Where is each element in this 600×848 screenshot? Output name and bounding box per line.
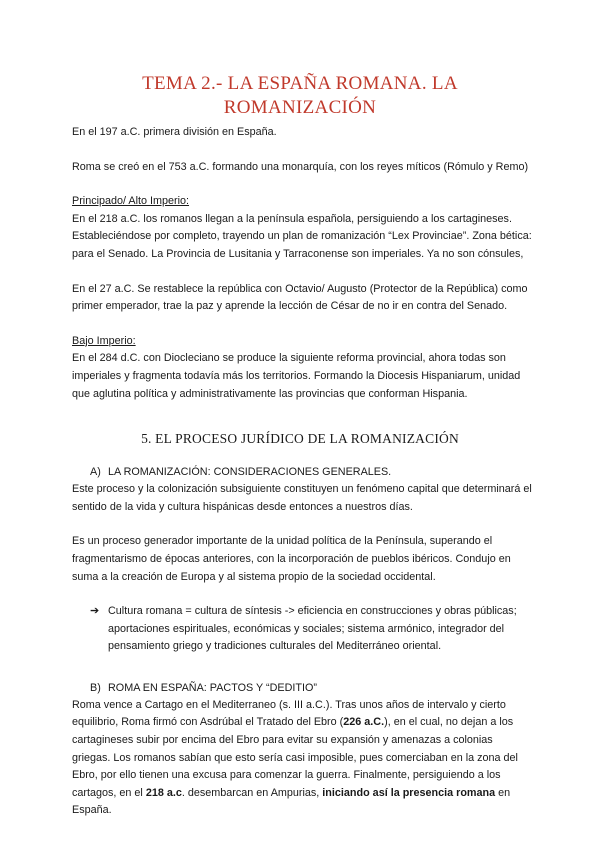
subheading-a-number: A) <box>90 466 101 479</box>
subheading-a-text: LA ROMANIZACIÓN: CONSIDERACIONES GENERALES. <box>108 466 392 479</box>
paragraph-b-text-4: en España. <box>72 786 511 817</box>
paragraph-bajo-imperio: En el 284 d.C. con Diocleciano se produce la siguiente reforma provincial, ahora todas son imperiales y fragmenta todavía más los territorios. Formando la Diocesis Hispaniarum, unidad que aglutina política y administrativamente las provincias que conforman Hispania. <box>72 352 521 400</box>
bullet-text: Cultura romana = cultura de síntesis -> eficiencia en construcciones y obras públicas; aportaciones espirituales, económicas y sociales; sistema armónico, integrador del pensamiento griego y tradiciones culturales del Mediterráneo oriental. <box>108 605 517 653</box>
paragraph-b-bold-226: 226 a.C. <box>343 716 385 729</box>
subheading-a <box>90 465 530 480</box>
right-arrow-icon: ➔ <box>90 605 100 618</box>
paragraph-principado-27: En el 27 a.C. Se restablece la república con Octavio/ Augusto (Protector de la República) como primer emperador, trae la paz y aprende la lección de César de no ir en contra del Senado. <box>72 282 528 313</box>
paragraph-b-text-1: Roma vence a Cartago en el Mediterraneo (s. III a.C.). Tras unos años de intervalo y cierto equilibrio, Roma firmó con Asdrúbal el Tratado del Ebro ( <box>72 698 506 729</box>
paragraph-rome-founding: Roma se creó en el 753 a.C. formando una monarquía, con los reyes míticos (Rómulo y Remo) <box>72 160 529 173</box>
paragraph-principado-218: En el 218 a.C. los romanos llegan a la península española, persiguiendo a los cartagineses. Estableciéndose por completo, trayendo un plan de romanización “Lex Provinciae”. Zona bética: para el Senado. La Provincia de Lusitania y Tarraconense son imperiales. Ya no son cónsules, <box>72 212 532 260</box>
paragraph-a-1: Este proceso y la colonización subsiguiente constituyen un fenómeno capital que determinará el sentido de la vida y cultura hispánicas desde entonces a nuestros días. <box>72 483 532 513</box>
section-5-title: 5. EL PROCESO JURÍDICO DE LA ROMANIZACIÓN <box>141 431 459 447</box>
subheading-b-text: ROMA EN ESPAÑA: PACTOS Y “DEDITIO” <box>108 681 317 694</box>
paragraph-b-bold-presence: iniciando así la presencia romana <box>322 786 496 799</box>
paragraph-b <box>72 697 532 820</box>
subheading-b <box>90 681 530 696</box>
paragraph-first-division: En el 197 a.C. primera división en España. <box>72 126 277 138</box>
subheading-b-number: B) <box>90 681 101 694</box>
paragraph-b-text-2: ), en el cual, no dejan a los cartagineses subir por encima del Ebro para evitar su expansión y amenazas a colonias griegas. Los romanos sabían que esto sería casi imposible, pues comerciaban en la zona del Ebro, por ello tienen una excusa para comenzar la guerra. Finalmente, persiguiendo a los cartagos, en el <box>72 716 518 799</box>
paragraph-a-2: Es un proceso generador importante de la unidad política de la Península, superando el fragmentarismo de épocas anteriores, con la incorporación de pueblos ibéricos. Condujo en suma a la creación de Europa y al sistema propio de la sociedad occidental. <box>72 535 511 583</box>
paragraph-b-bold-218: 218 a.c <box>145 786 182 799</box>
document-title: TEMA 2.- LA ESPAÑA ROMANA. LA ROMANIZACIÓN <box>142 73 458 118</box>
bullet-item <box>90 603 530 656</box>
heading-principado: Principado/ Alto Imperio: <box>72 195 190 208</box>
paragraph-b-text-3: . desembarcan en Ampurias, <box>181 786 323 799</box>
heading-bajo-imperio: Bajo Imperio: <box>72 334 136 347</box>
